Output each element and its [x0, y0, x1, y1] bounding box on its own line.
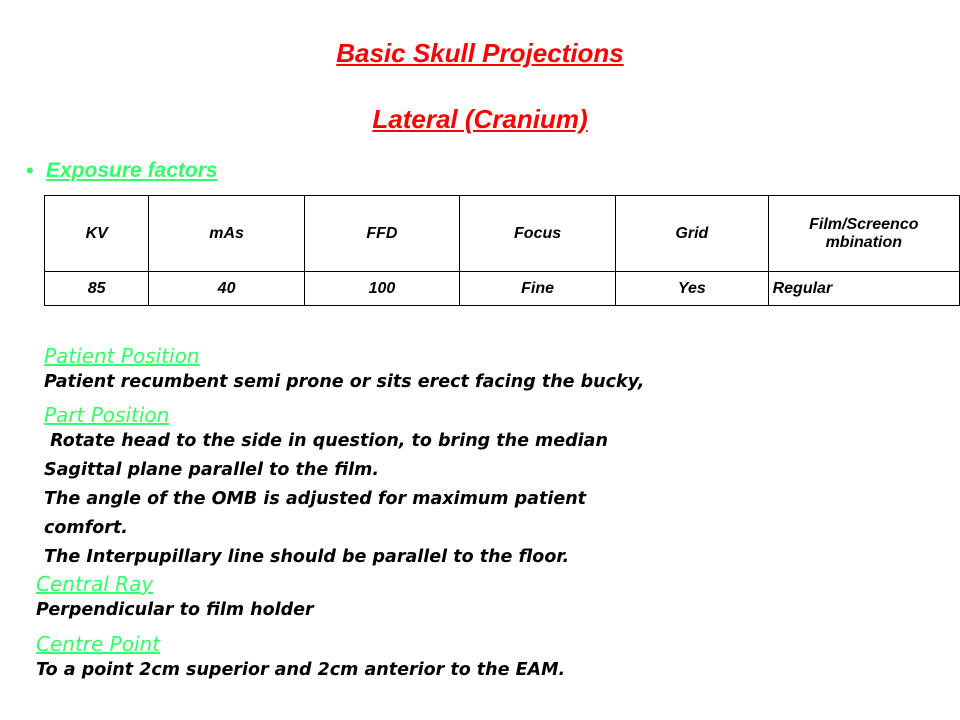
- centre-point-text: To a point 2cm superior and 2cm anterior to the EAM.: [36, 660, 566, 680]
- centre-point-heading: Centre Point: [36, 632, 161, 656]
- table-header-cell: Film/Screenco mbination: [768, 196, 959, 272]
- table-cell: Regular: [768, 272, 959, 306]
- patient-position-text: Patient recumbent semi prone or sits erect facing the bucky,: [44, 372, 645, 392]
- part-position-line: Sagittal plane parallel to the film.: [44, 460, 379, 480]
- part-position-heading: Part Position: [44, 403, 170, 427]
- central-ray-text: Perpendicular to film holder: [36, 600, 314, 620]
- table-cell: 40: [149, 272, 304, 306]
- part-position-line: Rotate head to the side in question, to bring the median: [44, 431, 608, 451]
- central-ray-heading: Central Ray: [36, 572, 154, 596]
- table-header-cell: Focus: [460, 196, 616, 272]
- bullet-icon: •: [26, 158, 34, 183]
- table-header-cell: Grid: [616, 196, 769, 272]
- exposure-heading: Exposure factors: [46, 159, 218, 182]
- table-header-cell: mAs: [149, 196, 304, 272]
- page-subtitle: Lateral (Cranium): [372, 104, 588, 134]
- table-cell: 100: [304, 272, 459, 306]
- table-header-cell: KV: [45, 196, 149, 272]
- table-header-row: [45, 196, 960, 272]
- part-position-section: [44, 403, 608, 572]
- table-cell: 85: [45, 272, 149, 306]
- part-position-line: The angle of the OMB is adjusted for maximum patient: [44, 489, 587, 509]
- patient-position-section: [44, 344, 644, 397]
- table-cell: Fine: [460, 272, 616, 306]
- part-position-line: comfort.: [44, 518, 128, 538]
- table-header-cell: FFD: [304, 196, 459, 272]
- centre-point-section: [36, 632, 565, 685]
- table-row: [45, 272, 960, 306]
- part-position-line: The Interpupillary line should be parallel to the floor.: [44, 547, 570, 567]
- page-title: Basic Skull Projections: [336, 38, 624, 68]
- table-cell: Yes: [616, 272, 769, 306]
- central-ray-section: [36, 572, 314, 625]
- patient-position-heading: Patient Position: [44, 344, 200, 368]
- exposure-table: [44, 195, 960, 306]
- exposure-bullet: [26, 158, 218, 184]
